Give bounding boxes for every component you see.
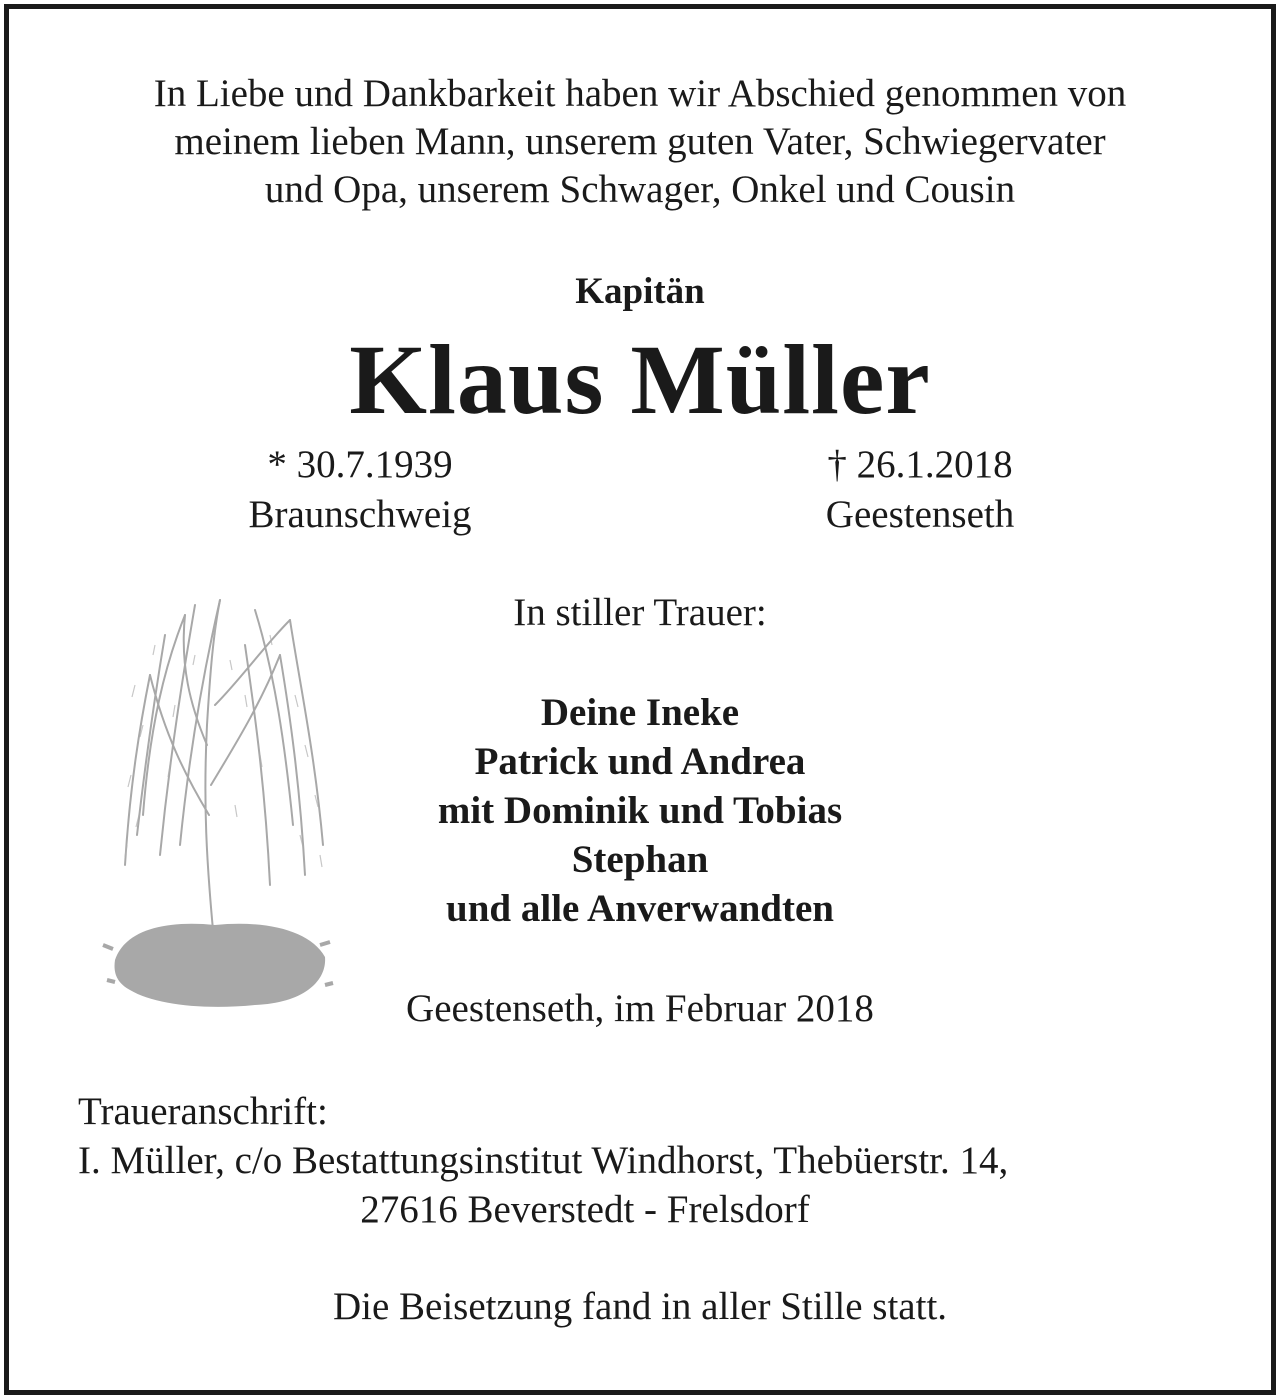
intro-line-3: und Opa, unserem Schwager, Onkel und Cousin: [264, 168, 1016, 211]
death-date: † 26.1.2018: [827, 443, 1013, 486]
mourner-name: und alle Anverwandten: [446, 887, 834, 930]
death-place: Geestenseth: [825, 493, 1015, 536]
intro-line-2: meinem lieben Mann, unserem guten Vater, Schwiegervater: [174, 120, 1106, 163]
intro-text: [0, 70, 1280, 214]
address-line-1: I. Müller, c/o Bestattungsinstitut Windhorst, Thebüerstr. 14,: [78, 1139, 1009, 1182]
mourners-list: [0, 688, 1280, 933]
intro-line-1: In Liebe und Dankbarkeit haben wir Abschied genommen von: [153, 72, 1127, 115]
mourner-name: Deine Ineke: [540, 691, 740, 734]
mourning-heading: In stiller Trauer:: [513, 591, 767, 634]
closing-note: Die Beisetzung fand in aller Stille statt.: [332, 1285, 948, 1328]
deceased-name: Klaus Müller: [349, 324, 931, 435]
mourner-name: mit Dominik und Tobias: [437, 789, 843, 832]
mourner-name: Patrick und Andrea: [474, 740, 806, 783]
place-date: Geestenseth, im Februar 2018: [406, 987, 874, 1030]
birth-info: [160, 440, 560, 540]
address-line-2: 27616 Beverstedt - Frelsdorf: [360, 1188, 810, 1231]
mourner-name: Stephan: [571, 838, 709, 881]
birth-place: Braunschweig: [248, 493, 472, 536]
birth-date: * 30.7.1939: [267, 443, 453, 486]
address-label: Traueranschrift:: [78, 1090, 328, 1133]
deceased-title: Kapitän: [575, 271, 705, 312]
death-info: [720, 440, 1120, 540]
